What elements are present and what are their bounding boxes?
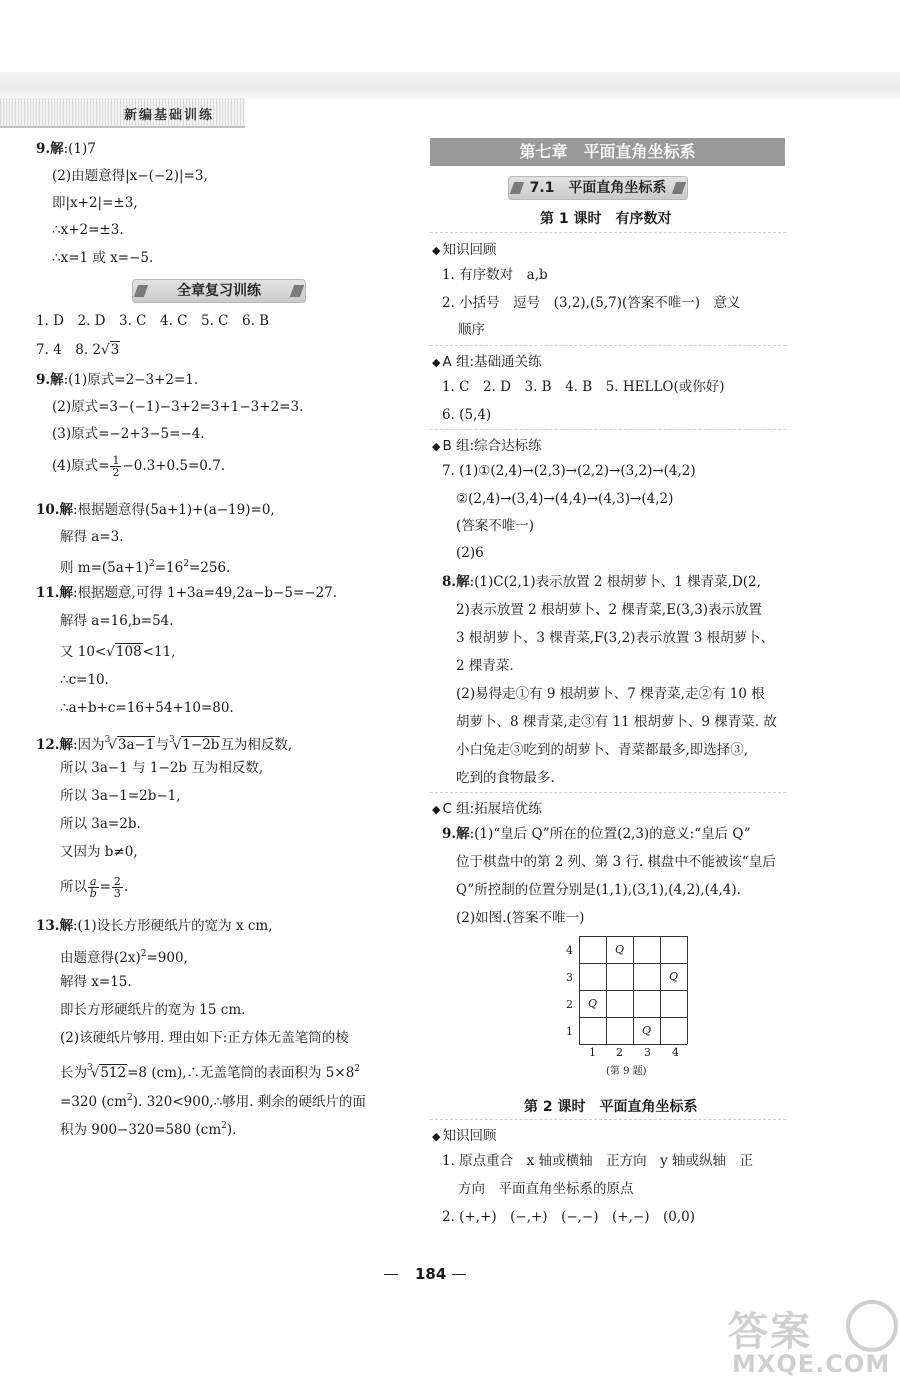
section-badge: 7.1 平面直角坐标系 [508,176,688,200]
queen-marker: Q [669,970,679,983]
q10-line3: 则 $m=(5a+1)^2=16^2=256$. [60,559,231,576]
q11-line2: 解得 a=16,b=54. [60,613,174,629]
divider [430,1119,786,1120]
c9-line3: Q”所控制的位置分别是(1,1),(3,1),(4,2),(4,4). [456,882,741,898]
section-group-b: ◆ B 组:综合达标练 [432,438,542,454]
p2-line: 2. (+,+) (−,+) (−,−) (+,−) (0,0) [442,1209,695,1225]
q9a-line4: ∴x+2=±3. [52,222,124,238]
b7-line2: ②(2,4)→(3,4)→(4,4)→(4,3)→(4,2) [456,491,674,507]
lesson2-title: 第 2 课时 平面直角坐标系 [524,1099,698,1115]
col-label: 2 [616,1046,623,1059]
q11-line5: ∴a+b+c=16+54+10=80. [60,700,234,716]
c9-line4: (2)如图.(答案不唯一) [456,910,585,926]
divider [430,429,786,430]
p1-line2: 方向 平面直角坐标系的原点 [458,1181,634,1197]
page-number: 184 [415,1265,447,1283]
lesson1-title: 第 1 课时 有序数对 [540,211,672,227]
section-group-a: ◆ A 组:基础通关练 [432,354,542,370]
running-header: 新编基础训练 [124,108,215,123]
row-label: 4 [566,944,573,957]
divider [430,345,786,346]
q9a-line2: (2)由题意得|x−(−2)|=3, [52,168,208,184]
c9-line2: 位于棋盘中的第 2 列、第 3 行. 棋盘中不能被该“皇后 [456,854,776,870]
q12-line6: 所以 $\frac{a}{b}$ = $\frac{2}{3}$ . [60,875,129,900]
b8-line7: 小白兔走③吃到的胡萝卜、青菜都最多,即选择③, [456,742,749,758]
section-group-c: ◆ C 组:拓展培优练 [432,801,542,817]
b7-line4: (2)6 [456,545,484,561]
q13-line8: 积为 900−320=580 $(cm^2)$. [60,1121,237,1138]
k1-line: 1. 有序数对 a,b [442,267,548,283]
q9-line2: (2)原式=3−(−1)−3+2=3+1−3+2=3. [52,399,304,415]
q13-line4: 即长方形硬纸片的宽为 15 cm. [60,1002,246,1018]
queen-marker: Q [588,997,598,1010]
queen-marker: Q [615,943,625,956]
q10-line1: 10.解:根据题意得(5a+1)+(a−19)=0, [36,502,275,518]
b8-line8: 吃到的食物最多. [456,770,555,786]
chapter-title: 第七章 平面直角坐标系 [430,138,785,166]
page-number-dash [452,1274,466,1275]
review-badge: 全章复习训练 [132,279,306,303]
chessboard-grid [579,936,687,1044]
queen-marker: Q [642,1024,652,1037]
p1-line1: 1. 原点重合 x 轴或横轴 正方向 y 轴或纵轴 正 [442,1153,753,1169]
q12-line1: 12.解:因为$^3$√3a−1与$^3$√1−2b互为相反数, [36,735,293,753]
b7-line1: 7. (1)①(2,4)→(2,3)→(2,2)→(3,2)→(4,2) [442,463,696,479]
q12-line4: 所以 3a=2b. [60,816,141,832]
q13-line3: 解得 x=15. [60,974,132,990]
q11-line4: ∴c=10. [60,672,109,688]
q9-line1: 9.解:(1)原式=2−3+2=1. [36,372,199,388]
top-shade-strip [0,72,900,100]
q13-line7: =320 $(cm^2)$. 320<900,∴够用. 剩余的硬纸片的面 [60,1093,366,1110]
q9-line3: (3)原式=−2+3−5=−4. [52,426,205,442]
q13-line6: 长为$^3$√512=8 (cm),∴无盖笔筒的表面积为 $5\times 8^2$ [60,1063,361,1081]
q9a-line5: ∴x=1 或 x=−5. [52,250,154,266]
q9a-line3: 即|x+2|=±3, [52,195,138,211]
section-knowledge-2: ◆ 知识回顾 [432,1128,497,1144]
b8-line2: 2)表示放置 2 根胡萝卜、2 棵青菜,E(3,3)表示放置 [456,602,763,618]
q11-line3: 又 10<√108<11, [60,644,176,660]
q9-line4: (4)原式= $\frac{1}{2}$ −0.3+0.5=0.7. [52,454,226,479]
a-answers-1-5: 1. C 2. D 3. B 4. B 5. HELLO(或你好) [442,379,725,395]
page-number-dash [384,1274,398,1275]
q11-line1: 11.解:根据题意,可得 1+3a=49,2a−b−5=−27. [36,585,338,601]
b8-line6: 胡萝卜、8 棵青菜,走③有 11 根胡萝卜、9 棵青菜. 故 [456,714,777,730]
row-label: 2 [566,998,573,1011]
k2-line2: 顺序 [458,322,485,338]
q12-line2: 所以 3a−1 与 1−2b 互为相反数, [60,760,264,776]
b7-line3: (答案不唯一) [456,518,535,534]
figure-caption: (第 9 题) [606,1066,647,1077]
b8-line3: 3 根胡萝卜、3 棵青菜,F(3,2)表示放置 3 根胡萝卜、 [456,630,775,646]
row-label: 1 [566,1025,573,1038]
col-label: 1 [589,1046,596,1059]
q12-line3: 所以 3a−1=2b−1, [60,788,181,804]
col-label: 4 [672,1046,679,1059]
section-knowledge-1: ◆ 知识回顾 [432,242,497,258]
review-answers-7-8: 7. 4 8. 2√3 [36,342,120,358]
divider [430,232,786,233]
q10-line2: 解得 a=3. [60,529,124,545]
b8-line5: (2)易得走①有 9 根胡萝卜、7 棵青菜,走②有 10 根 [456,686,765,702]
q9a-line1: 9.解:(1)7 [36,141,96,157]
q13-line1: 13.解:(1)设长方形硬纸片的宽为 x cm, [36,918,273,934]
watermark-logo: 答案 MXQE.COM [728,1300,893,1382]
k2-line1: 2. 小括号 逗号 (3,2),(5,7)(答案不唯一) 意义 [442,295,741,311]
b8-line4: 2 棵青菜. [456,658,514,674]
q13-line2: 由题意得$(2x)^2=900$, [60,949,188,966]
q12-line5: 又因为 b≠0, [60,844,138,860]
a-answer-6: 6. (5,4) [442,407,492,423]
divider [430,792,786,793]
review-answers-1-6: 1. D 2. D 3. C 4. C 5. C 6. B [36,313,270,329]
c9-line1: 9.解:(1)“皇后 Q”所在的位置(2,3)的意义:“皇后 Q” [442,826,751,842]
b8-line1: 8.解:(1)C(2,1)表示放置 2 根胡萝卜、1 棵青菜,D(2, [442,574,761,590]
col-label: 3 [644,1046,651,1059]
row-label: 3 [566,971,573,984]
q13-line5: (2)该硬纸片够用. 理由如下:正方体无盖笔筒的棱 [60,1030,349,1046]
